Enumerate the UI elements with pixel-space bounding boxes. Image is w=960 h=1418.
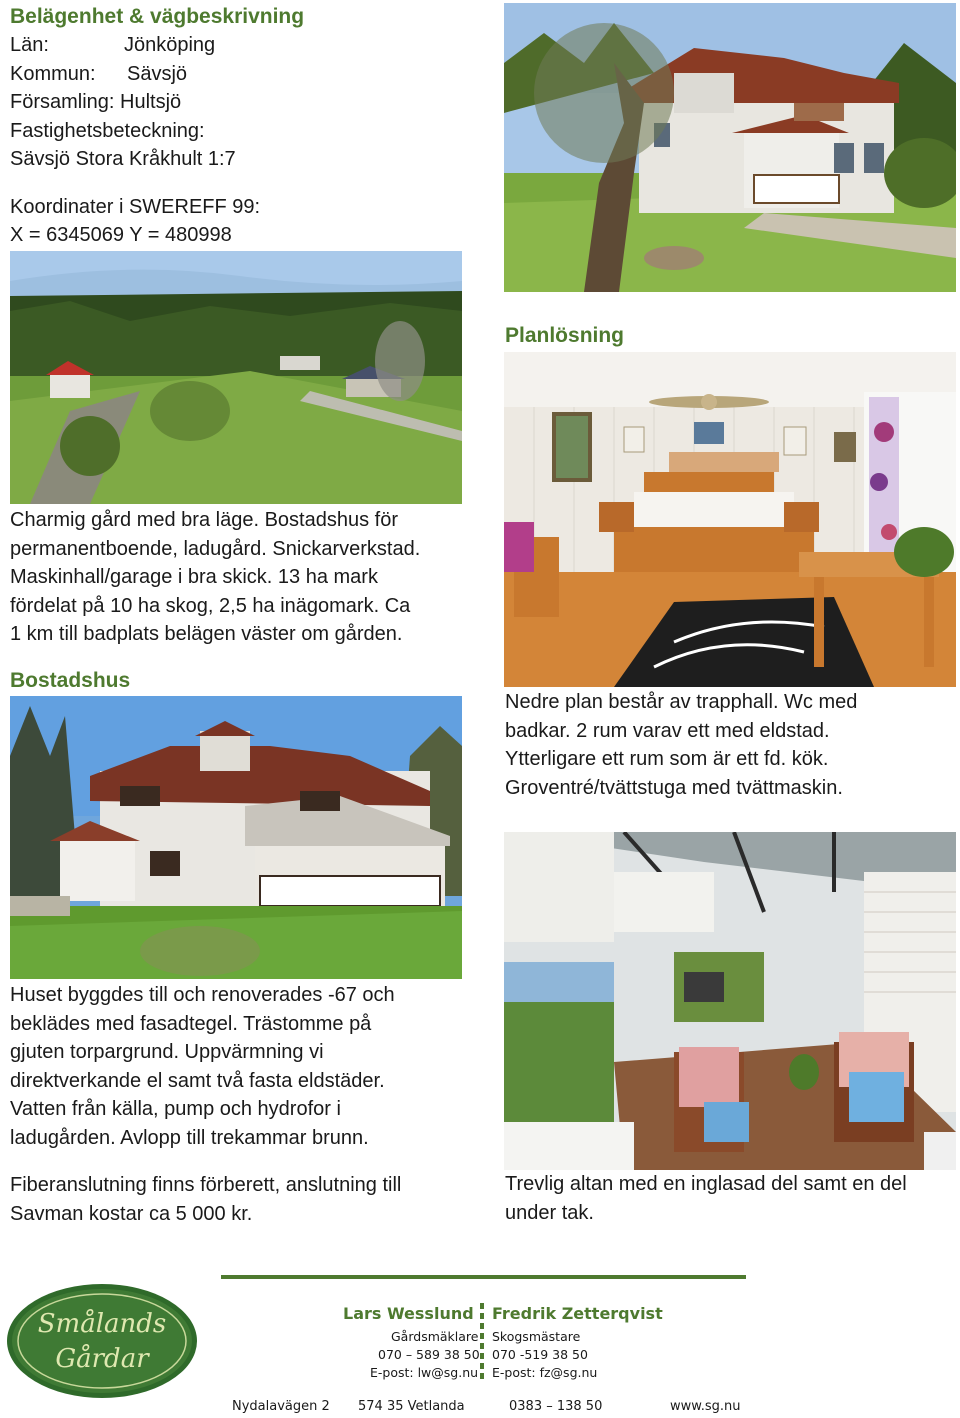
residence-photo [10, 696, 462, 979]
bostadshus-heading: Bostadshus [10, 669, 131, 692]
smalands-gardar-logo [5, 1282, 199, 1400]
fastighet-label: Fastighetsbeteckning: [10, 120, 205, 142]
forsamling-label: Församling: [10, 91, 115, 113]
planlosning-line: Ytterligare ett rum som är ett fd. kök. [505, 748, 829, 771]
altan-line: under tak. [505, 1201, 594, 1224]
kommun-value: Sävsjö [127, 63, 188, 85]
altan-text [505, 1170, 907, 1227]
agent-email-1[interactable]: E-post: lw@sg.nu [370, 1365, 479, 1380]
logo-line2: Gårdar [55, 1344, 149, 1374]
logo-line1: Smålands [37, 1309, 167, 1339]
kommun-label: Kommun: [10, 63, 96, 85]
agent-phone-2[interactable]: 070 -519 38 50 [492, 1347, 588, 1362]
address-postal: 574 35 Vetlanda [358, 1399, 465, 1414]
bostadshus-line: Vatten från källa, pump och hydrofor i [10, 1098, 341, 1121]
fiber-line: Savman kostar ca 5 000 kr. [10, 1202, 253, 1225]
address-street: Nydalavägen 2 [232, 1399, 330, 1414]
address-phone[interactable]: 0383 – 138 50 [509, 1399, 603, 1414]
footer-divider [221, 1275, 746, 1279]
fiber-line: Fiberanslutning finns förberett, anslutning till [10, 1174, 402, 1196]
forsamling-value: Hultsjö [120, 91, 182, 113]
intro-text [10, 506, 420, 649]
agent-title-1: Gårdsmäklare [391, 1329, 479, 1344]
intro-line: Charmig gård med bra läge. Bostadshus för [10, 509, 398, 531]
intro-line: fördelat på 10 ha skog, 2,5 ha inägomark. Ca [10, 594, 411, 617]
planlosning-line: Groventré/tvättstuga med tvättmaskin. [505, 776, 843, 799]
bedroom-photo [504, 352, 956, 687]
planlosning-line: Nedre plan består av trapphall. Wc med [505, 691, 858, 713]
agent-phone-1[interactable]: 070 – 589 38 50 [378, 1347, 480, 1362]
planlosning-heading: Planlösning [505, 324, 625, 347]
intro-line: permanentboende, ladugård. Snickarverkstad. [10, 537, 421, 560]
intro-line: Maskinhall/garage i bra skick. 13 ha mark [10, 566, 378, 589]
lan-value: Jönköping [124, 34, 216, 56]
koordinat-value: X = 6345069 Y = 480998 [10, 224, 232, 246]
agent-separator [480, 1303, 484, 1383]
intro-line: 1 km till badplats belägen väster om gården. [10, 623, 403, 646]
agent-name-2: Fredrik Zetterqvist [492, 1304, 663, 1323]
agent-name-1: Lars Wesslund [343, 1304, 474, 1323]
lan-row [10, 34, 215, 57]
address-web-link[interactable]: www.sg.nu [670, 1399, 741, 1414]
forsamling-row [10, 91, 181, 114]
location-heading: Belägenhet & vägbeskrivning [10, 5, 305, 28]
bostadshus-text [10, 981, 395, 1153]
koordinat-label: Koordinater i SWEREFF 99: [10, 196, 261, 218]
lan-label: Län: [10, 34, 49, 56]
planlosning-text [505, 688, 857, 802]
agent-email-2[interactable]: E-post: fz@sg.nu [492, 1365, 598, 1380]
fiber-text [10, 1171, 401, 1228]
bostadshus-line: gjuten torpargrund. Uppvärmning vi [10, 1041, 324, 1064]
agent-title-2: Skogsmästare [492, 1329, 581, 1344]
aerial-photo [10, 251, 462, 504]
bostadshus-line: direktverkande el samt två fasta eldstäder. [10, 1069, 385, 1092]
veranda-photo [504, 832, 956, 1170]
fastighet-value: Sävsjö Stora Kråkhult 1:7 [10, 148, 236, 170]
kommun-row [10, 63, 187, 86]
bostadshus-line: ladugården. Avlopp till trekammar brunn. [10, 1126, 369, 1149]
bostadshus-line: Huset byggdes till och renoverades -67 och [10, 984, 395, 1006]
planlosning-line: badkar. 2 rum varav ett med eldstad. [505, 719, 830, 742]
bostadshus-line: beklädes med fasadtegel. Trästomme på [10, 1012, 372, 1035]
house-exterior-photo [504, 3, 956, 292]
altan-line: Trevlig altan med en inglasad del samt en del [505, 1173, 907, 1195]
